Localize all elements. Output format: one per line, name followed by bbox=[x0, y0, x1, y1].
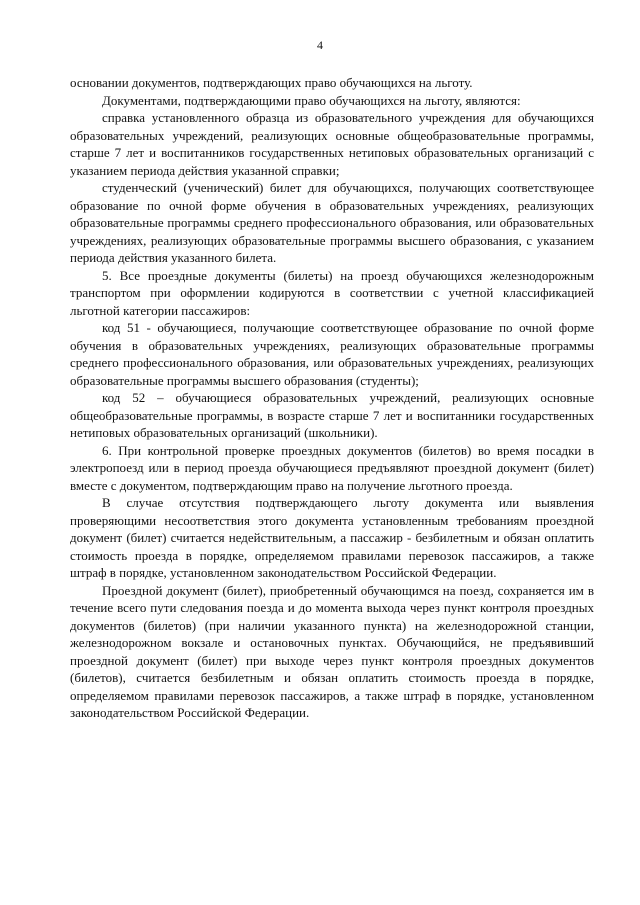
paragraph-code-52: код 52 – обучающиеся образовательных учреждений, реализующих основные общеобразовательные программы, в возрасте старше 7 лет и воспитанники государственных нетиповых образовательных организаций (школьники). bbox=[70, 390, 594, 440]
paragraph-student-card: студенческий (ученический) билет для обучающихся, получающих соответствующее образование по очной форме обучения в образовательных учреждениях, реализующих образовательные программы среднего профессионального образования, или образовательных учреждениях, реализующих образовательные программы высшего образования, с указанием периода действия указанного билета. bbox=[70, 180, 594, 265]
document-body bbox=[70, 74, 594, 722]
paragraph-ticket-retention: Проездной документ (билет), приобретенный обучающимся на поезд, сохраняется им в течение всего пути следования поезда и до момента выхода через пункт контроля проездных документов (билетов) (при наличии указанного пункта) на железнодорожной станции, железнодорожном вокзале и остановочных пунктах. Обучающийся, не предъявивший проездной документ (билет) при выходе через пункт контроля проездных документов (билетов), считается безбилетным и обязан оплатить стоимость проезда в порядке, определяемом правилами перевозок пассажиров, а также штраф в порядке, установленном законодательством Российской Федерации. bbox=[70, 582, 594, 720]
paragraph-section-6: 6. При контрольной проверке проездных документов (билетов) во время посадки в электропоезд или в период проезда обучающиеся предъявляют проездной документ (билет) вместе с документом, подтверждающим право на получение льготного проезда. bbox=[70, 442, 594, 493]
paragraph-code-51: код 51 - обучающиеся, получающие соответствующее образование по очной форме обучения в образовательных учреждениях, реализующих образовательные программы среднего профессионального образования, или образовательных учреждениях, реализующих образовательные программы высшего образования (студенты); bbox=[70, 320, 594, 388]
paragraph-documents-intro: Документами, подтверждающими право обучающихся на льготу, являются: bbox=[102, 92, 521, 108]
paragraph-missing-document: В случае отсутствия подтверждающего льготу документа или выявления проверяющими несоответствия этого документа установленным требованиям проездной документ (билет) считается недействительным, а пассажир - безбилетным и обязан оплатить стоимость проезда в порядке, определяемом правилами перевозок пассажиров, а также штраф в порядке, установленном законодательством Российской Федерации. bbox=[70, 495, 594, 580]
paragraph-section-5: 5. Все проездные документы (билеты) на проезд обучающихся железнодорожным транспортом при оформлении кодируются в соответствии с учетной классификацией льготной категории пассажиров: bbox=[70, 267, 594, 318]
page-number: 4 bbox=[317, 38, 323, 52]
paragraph-continuation: основании документов, подтверждающих право обучающихся на льготу. bbox=[70, 75, 473, 90]
paragraph-certificate: справка установленного образца из образовательного учреждения для обучающихся образовательных учреждений, реализующих основные общеобразовательные программы, старше 7 лет и воспитанников государственных нетиповых образовательных организаций с указанием периода действия указанной справки; bbox=[70, 110, 594, 178]
